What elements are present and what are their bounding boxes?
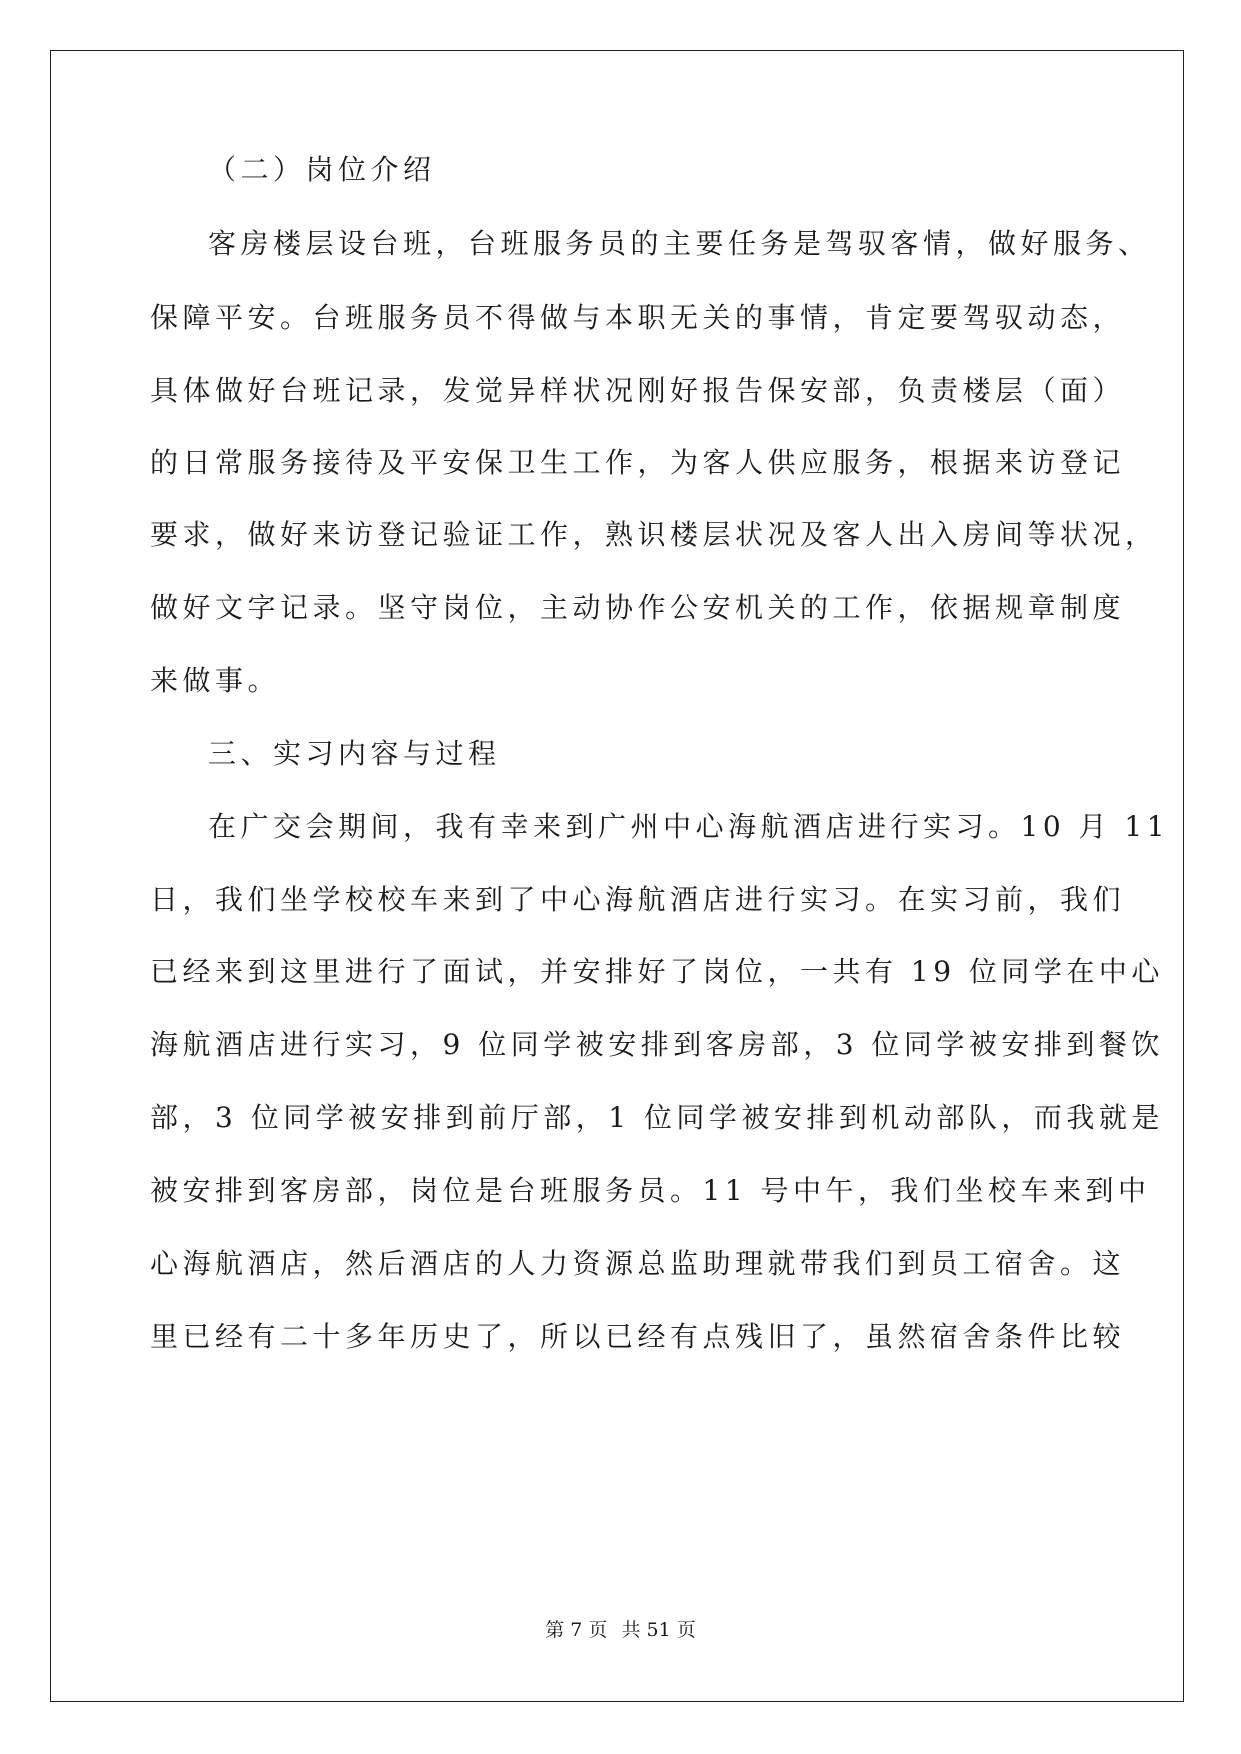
- paragraph-line: 被安排到客房部，岗位是台班服务员。11 号中午，我们坐校车来到中: [150, 1174, 1151, 1207]
- paragraph-line: 在广交会期间，我有幸来到广州中心海航酒店进行实习。10 月 11: [208, 810, 1170, 843]
- section-heading-internship: 三、实习内容与过程: [208, 737, 501, 770]
- paragraph-line: 保障平安。台班服务员不得做与本职无关的事情，肯定要驾驭动态，: [150, 301, 1126, 334]
- paragraph-line: 日，我们坐学校校车来到了中心海航酒店进行实习。在实习前，我们: [150, 883, 1126, 916]
- paragraph-line: 具体做好台班记录，发觉异样状况刚好报告保安部，负责楼层（面）: [150, 374, 1126, 407]
- paragraph-line: 做好文字记录。坚守岗位，主动协作公安机关的工作，依据规章制度: [150, 591, 1126, 624]
- paragraph-line: 要求，做好来访登记验证工作，熟识楼层状况及客人出入房间等状况，: [150, 518, 1158, 551]
- paragraph-line: 里已经有二十多年历史了，所以已经有点残旧了，虽然宿舍条件比较: [150, 1320, 1126, 1353]
- page-border: [50, 50, 1184, 1702]
- page-total: 共 51 页: [621, 1619, 696, 1641]
- page-footer: [0, 1618, 1241, 1642]
- section-heading-position: （二）岗位介绍: [208, 153, 436, 186]
- paragraph-line: 已经来到这里进行了面试，并安排好了岗位，一共有 19 位同学在中心: [150, 955, 1164, 988]
- paragraph-line: 来做事。: [150, 664, 281, 697]
- paragraph-line: 客房楼层设台班，台班服务员的主要任务是驾驭客情，做好服务、: [208, 227, 1151, 260]
- paragraph-line: 心海航酒店，然后酒店的人力资源总监助理就带我们到员工宿舍。这: [150, 1247, 1126, 1280]
- paragraph-line: 部，3 位同学被安排到前厅部，1 位同学被安排到机动部队，而我就是: [150, 1101, 1164, 1134]
- paragraph-line: 海航酒店进行实习，9 位同学被安排到客房部，3 位同学被安排到餐饮: [150, 1028, 1164, 1061]
- paragraph-line: 的日常服务接待及平安保卫生工作，为客人供应服务，根据来访登记: [150, 446, 1126, 479]
- page-number: 第 7 页: [545, 1619, 608, 1641]
